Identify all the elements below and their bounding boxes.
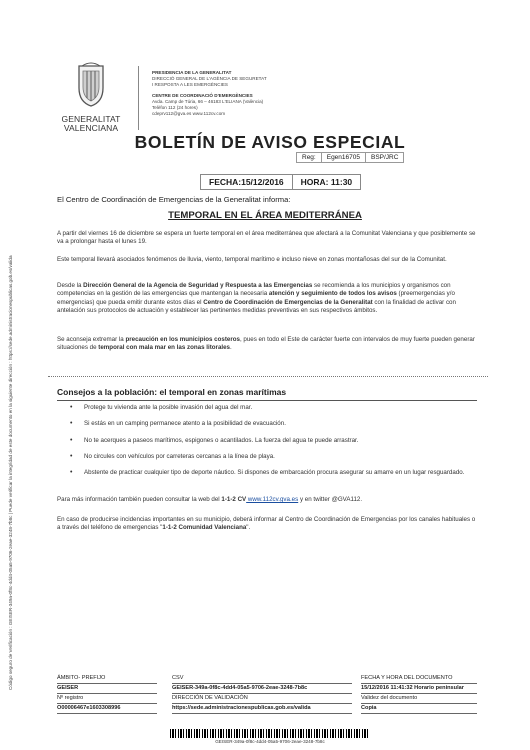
- advice-underline: [57, 400, 477, 401]
- more-info-text: [57, 496, 477, 504]
- more-info-part: Para más información también pueden consultar la web del: [57, 496, 222, 503]
- footer-header: Nº registro: [57, 694, 157, 704]
- header-address: Avda. Camp de Túria, 66 – 46183 L'ELIANA (València): [152, 99, 264, 104]
- coat-of-arms-icon: [74, 62, 108, 108]
- advice-item: • No circules con vehículos por carreteras cercanas a la línea de playa.: [70, 453, 470, 461]
- advice-item: • No te acerques a paseos marítimos, espigones o acantilados. La fuerza del agua te puede arrastrar.: [70, 437, 470, 445]
- paragraph-3-part: (preemergencias y/o emergencias) que pueda emitir durante estos días el: [57, 290, 455, 306]
- paragraph-3-bold: Dirección General de la Agencia de Seguridad y Respuesta a las Emergencias: [83, 282, 313, 289]
- web-link[interactable]: www.112cv.gva.es: [246, 496, 299, 503]
- paragraph-1: A partir del viernes 16 de diciembre se espera un fuerte temporal en el área mediterránea que afectará a la Comunitat Valenciana y que posiblemente se va a prolongar hasta el lunes 19.: [57, 230, 476, 246]
- paragraph-3-bold: Centro de Coordinación de Emergencias de la Generalitat: [203, 298, 373, 306]
- footer-header: CSV: [172, 674, 352, 684]
- date-box: [200, 174, 360, 190]
- paragraph-2: Este temporal llevará asociados fenómenos de lluvia, viento, temporal marítimo e incluso nieve en zonas montañosas del sur de la Comunitat.: [57, 256, 447, 263]
- footer-col-1: [57, 674, 157, 714]
- registry-box: [296, 152, 403, 163]
- footer-col-2: [172, 674, 352, 714]
- footer-header: DIRECCIÓN DE VALIDACIÓN: [172, 694, 352, 704]
- document-title: BOLETÍN DE AVISO ESPECIAL: [134, 132, 406, 152]
- footer-value: GEISER-349a-0f8c-4dd4-05a5-9706-2eae-3248-7b8c: [172, 684, 352, 694]
- lead-text: El Centro de Coordinación de Emergencias de la Generalitat informa:: [57, 195, 291, 204]
- footer-value: Copia: [361, 704, 477, 714]
- advice-item: • Abstente de practicar cualquier tipo de deporte náutico. Si dispones de embarcación procura asegurar su amarre en un lugar resguardado.: [70, 469, 470, 477]
- barcode: [170, 729, 370, 738]
- incidents-part: ".: [246, 524, 251, 532]
- date-hora: HORA: 11:30: [292, 174, 362, 190]
- footer-header: FECHA Y HORA DEL DOCUMENTO: [361, 674, 477, 684]
- paragraph-4-bold: temporal con mala mar en las zonas litorales: [98, 344, 230, 352]
- more-info-bold: 1-1-2 CV: [221, 496, 247, 503]
- paragraph-3-part: con la finalidad de activar con antelación sus protocolos de actuación y establecer las pertinentes medidas preventivas en sus respectivos ámbitos.: [57, 298, 456, 314]
- header-line-2: DIRECCIÓ GENERAL DE L'AGÈNCIA DE SEGURETAT: [152, 76, 267, 81]
- paragraph-3-part: se recomienda a los municipios y organismos con competencias en la gestión de las emergencias que mantengan la necesaria: [57, 282, 451, 298]
- paragraph-3-bold: atención y seguimiento de todos los avisos: [268, 290, 397, 298]
- footer-value: O00006467e1603308996: [57, 704, 157, 714]
- reg-code: BSP/JRC: [365, 152, 404, 163]
- reg-number: Egen16705: [321, 152, 366, 163]
- more-info-part: y en twitter @GVA112.: [298, 496, 363, 503]
- advice-list: [70, 404, 470, 485]
- header-center: CENTRE DE COORDINACIÓ D'EMERGÈNCIES: [152, 93, 253, 98]
- advice-item: • Protege tu vivienda ante la posible invasión del agua del mar.: [70, 404, 470, 412]
- side-verification-note: Código seguro de Verificación : GEISER-349a-0f8c-4dd4-05a5-9706-2eae-3248-7b8c | Puede verificar la integridad de este documento en la siguiente dirección : https://sede.administracionespublicas.gob.es/valida: [8, 255, 13, 690]
- advice-item: • Si estás en un camping permanece atento a la posibilidad de evacuación.: [70, 420, 470, 428]
- footer-value: 15/12/2016 11:41:32 Horario peninsular: [361, 684, 477, 694]
- footer-header: ÁMBITO- PREFIJO: [57, 674, 157, 684]
- header-line-3: I RESPOSTA A LES EMERGÈNCIES: [152, 82, 228, 87]
- paragraph-4: [57, 336, 477, 353]
- advice-title: Consejos a la población: el temporal en zonas marítimas: [57, 387, 287, 397]
- incidents-bold: 1-1-2 Comunidad Valenciana: [162, 524, 247, 532]
- header-info: [152, 70, 352, 117]
- header-divider: [138, 66, 139, 130]
- header-line-1: PRESIDENCIA DE LA GENERALITAT: [152, 70, 232, 75]
- alert-subtitle: TEMPORAL EN EL ÁREA MEDITERRÁNEA: [168, 210, 362, 221]
- generalitat-logo: [58, 62, 124, 133]
- barcode-text: GEISER-349a-0f8c-4dd4-05a5-9706-2eae-3248-7b8c: [215, 739, 325, 744]
- paragraph-3: [57, 282, 477, 315]
- header-web: cdeprv112@gva.es www.112cv.com: [152, 111, 226, 116]
- paragraph-4-part: Se aconseja extremar la: [57, 336, 126, 343]
- reg-label: Reg:: [296, 152, 322, 163]
- footer-header: Validez del documento: [361, 694, 477, 704]
- date-fecha: FECHA:15/12/2016: [200, 174, 293, 190]
- incidents-part: En caso de producirse incidencias importantes en su municipio, deberá informar al Centro de Coordinación de Emergencias por los canales habituales o a través del teléfono de emergencias ": [57, 516, 476, 532]
- logo-line-2: VALENCIANA: [63, 123, 119, 133]
- footer-value: GEISER: [57, 684, 157, 694]
- logo-line-1: GENERALITAT: [61, 114, 121, 124]
- paragraph-4-part: .: [230, 344, 232, 352]
- header-phone: Telèfon 112 (24 hores): [152, 105, 198, 110]
- section-separator: [48, 376, 488, 377]
- footer-col-3: [361, 674, 477, 714]
- validation-link[interactable]: https://sede.administracionespublicas.gob.es/valida: [172, 704, 352, 714]
- incidents-text: [57, 516, 477, 533]
- paragraph-3-part: Desde la: [57, 282, 84, 289]
- paragraph-4-bold: precaución en los municipios costeros: [125, 336, 240, 343]
- paragraph-4-part: , pues en todo el Este de carácter fuerte con intervalos de muy fuerte pueden generar situaciones de: [57, 336, 475, 352]
